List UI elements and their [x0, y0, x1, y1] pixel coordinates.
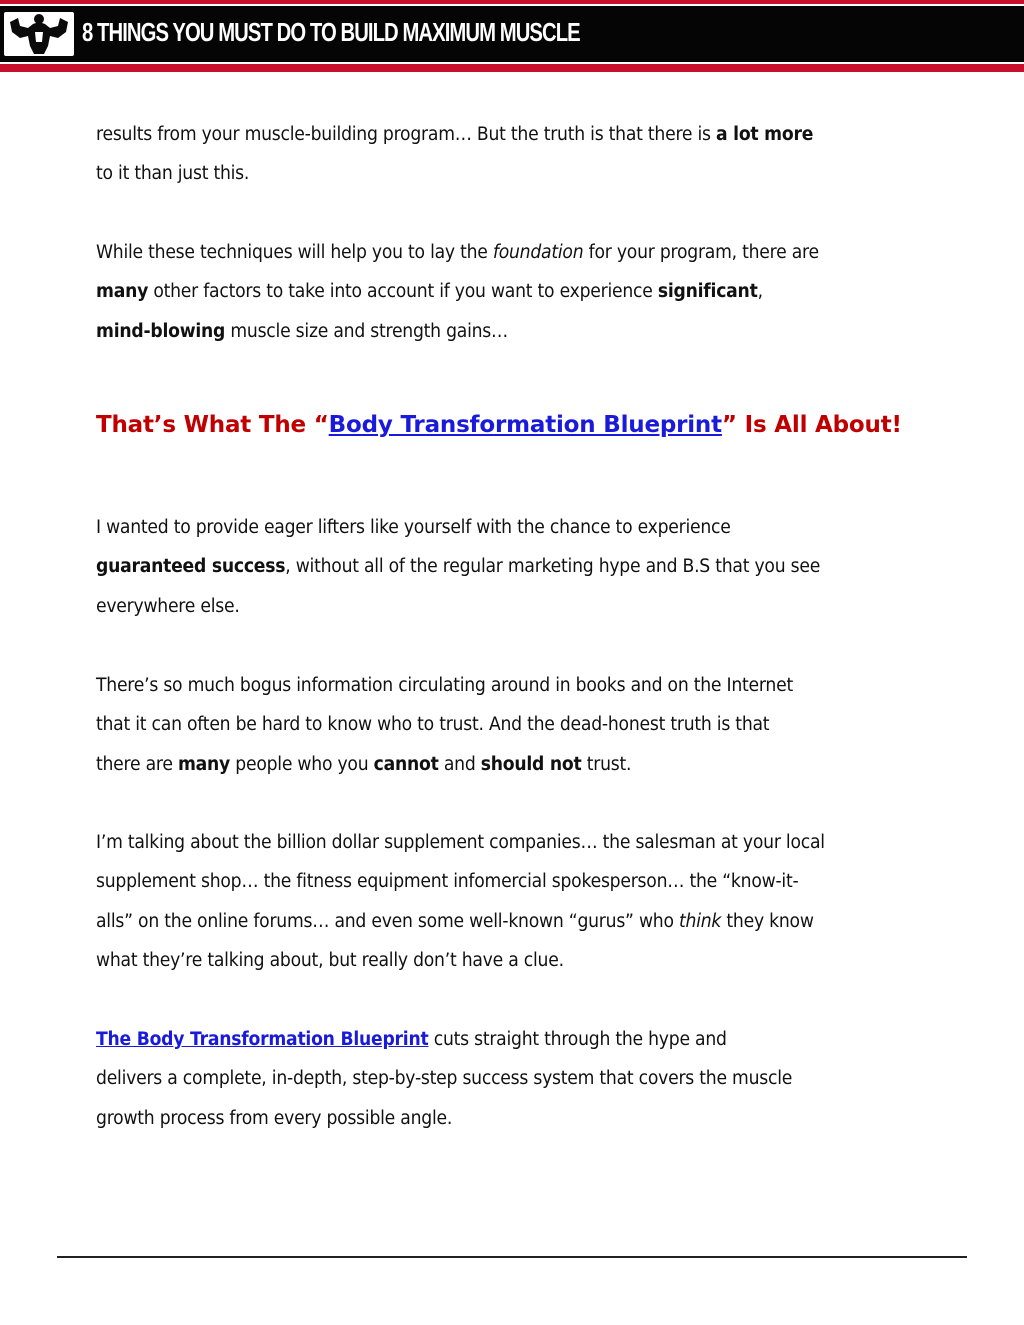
- bold-text: many: [96, 281, 149, 303]
- text-line: I wanted to provide eager lifters like yourself with the chance to experience: [96, 517, 731, 538]
- paragraph-foundation: [96, 233, 819, 351]
- blueprint-link[interactable]: The Body Transformation Blueprint: [96, 1029, 429, 1050]
- text-line: alls” on the online forums… and even some well-known “gurus” who: [96, 910, 680, 932]
- bold-text: mind-blowing: [96, 320, 226, 342]
- text-line: cuts straight through the hype and: [428, 1029, 727, 1050]
- text-line: trust.: [581, 753, 632, 775]
- heading-text: That’s What The “: [96, 412, 329, 438]
- blueprint-link[interactable]: Body Transformation Blueprint: [328, 412, 722, 438]
- paragraph-guaranteed-success: [96, 508, 820, 626]
- banner-bottom-stripe: [0, 64, 1024, 72]
- text-line: supplement shop… the fitness equipment infomercial spokesperson… the “know-it-: [96, 871, 799, 893]
- text-line: ,: [757, 281, 763, 303]
- text-line: I’m talking about the billion dollar supplement companies… the salesman at your local: [96, 832, 825, 853]
- bold-text: a lot more: [716, 124, 814, 145]
- text-line: they know: [721, 910, 814, 932]
- paragraph-bogus-information: [96, 666, 793, 784]
- text-line: and: [438, 753, 481, 775]
- italic-text: think: [679, 910, 722, 932]
- bold-text: cannot: [373, 753, 439, 775]
- text-line: that it can often be hard to know who to trust. And the dead-honest truth is that: [96, 714, 770, 736]
- text-line: While these techniques will help you to lay the: [96, 242, 493, 263]
- text-line: delivers a complete, in-depth, step-by-step success system that covers the muscle: [96, 1068, 793, 1090]
- paragraph-results: [96, 115, 813, 194]
- heading-text: ” Is All About!: [721, 412, 902, 438]
- bold-text: many: [177, 753, 231, 775]
- text-line: to it than just this.: [96, 163, 250, 185]
- banner-top-stripe: [0, 0, 1024, 4]
- bold-text: guaranteed success: [96, 556, 286, 578]
- bold-text: should not: [480, 753, 582, 775]
- paragraph-supplement-companies: [96, 823, 825, 980]
- text-line: , without all of the regular marketing hype and B.S that you see: [285, 556, 821, 578]
- text-line: There’s so much bogus information circulating around in books and on the Internet: [96, 675, 793, 696]
- text-line: for your program, there are: [583, 242, 819, 263]
- text-line: what they’re talking about, but really don’t have a clue.: [96, 949, 564, 971]
- header-banner: [0, 0, 1024, 76]
- text-line: growth process from every possible angle.: [96, 1107, 453, 1129]
- document-title: 8 THINGS YOU MUST DO TO BUILD MAXIMUM MUSCLE: [82, 17, 580, 47]
- text-line: there are: [96, 753, 178, 775]
- flexing-bodybuilder-icon: [4, 12, 74, 56]
- text-line: muscle size and strength gains…: [225, 320, 509, 342]
- italic-text: foundation: [492, 242, 584, 263]
- footer-divider: [57, 1256, 967, 1258]
- section-heading: [96, 412, 902, 438]
- text-line: results from your muscle-building program… But the truth is that there is: [96, 124, 717, 145]
- text-line: people who you: [230, 753, 374, 775]
- text-line: other factors to take into account if you want to experience: [148, 281, 658, 303]
- paragraph-blueprint: [96, 1020, 792, 1138]
- bold-text: significant: [657, 281, 758, 303]
- text-line: everywhere else.: [96, 595, 240, 617]
